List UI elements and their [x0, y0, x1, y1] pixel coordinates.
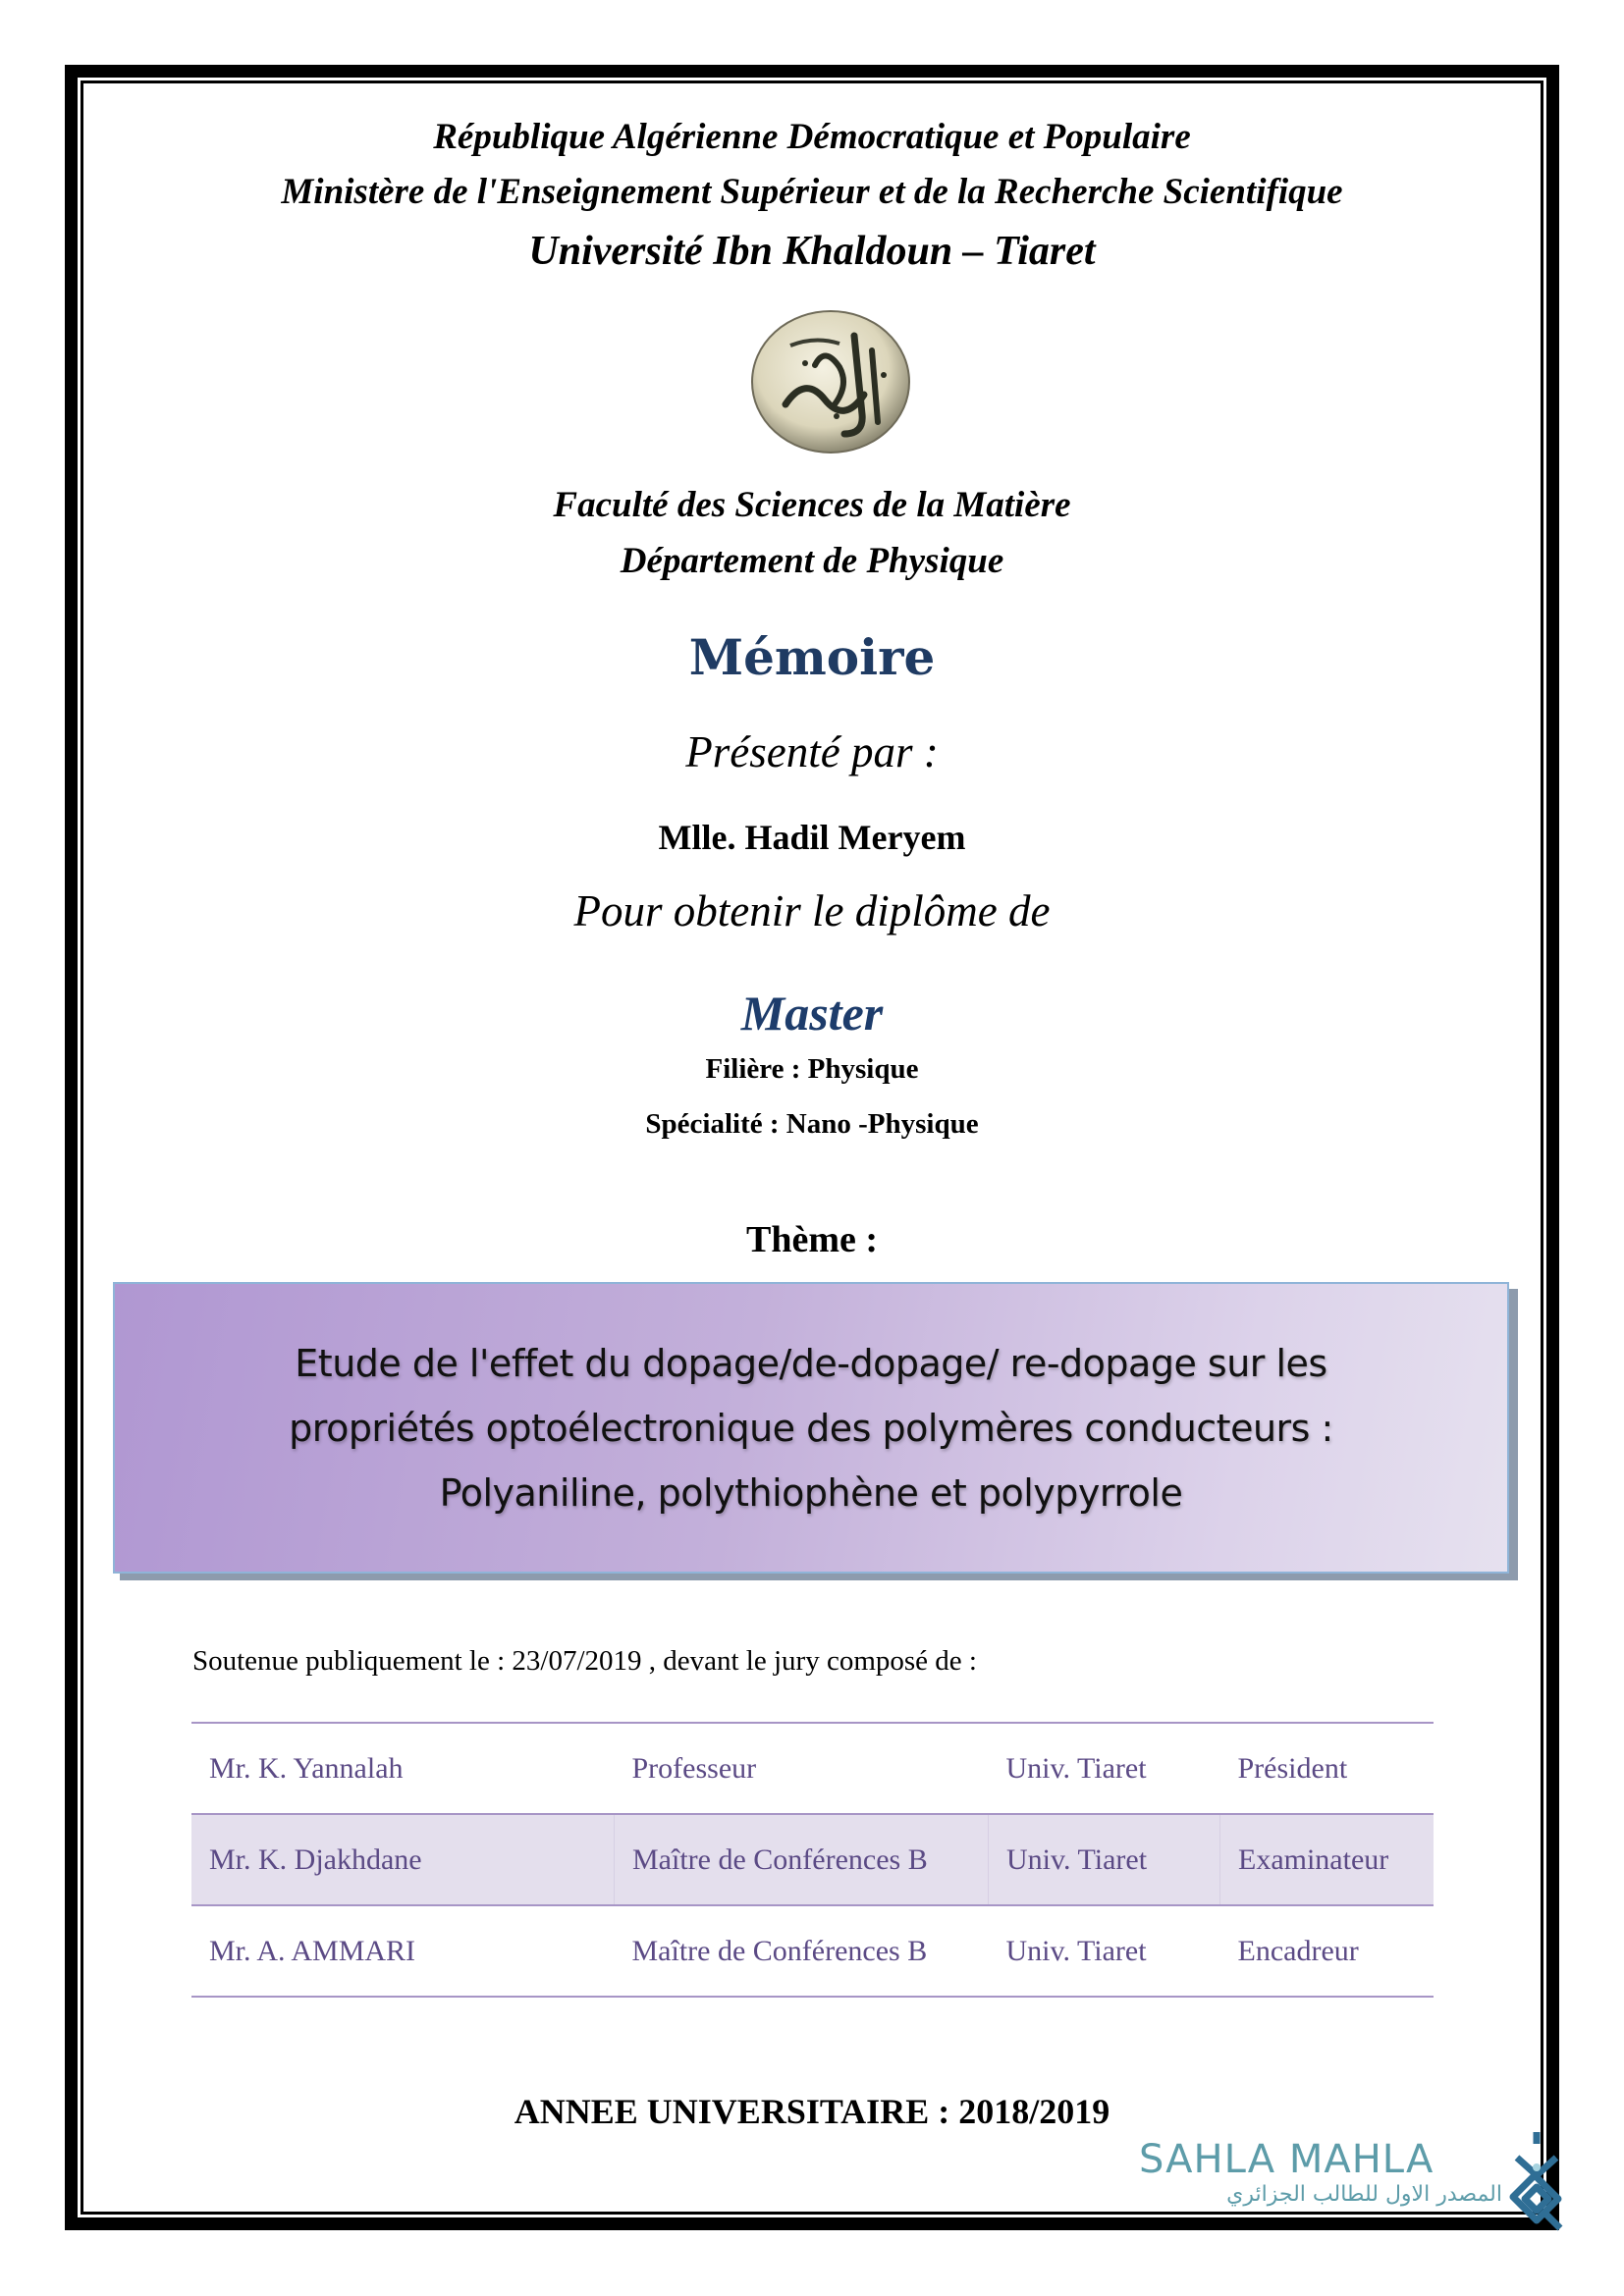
jury-rank: Maître de Conférences B	[615, 1814, 989, 1905]
watermark-title: SAHLA MAHLA	[1139, 2137, 1435, 2182]
jury-name: Mr. K. Yannalah	[209, 1751, 404, 1785]
jury-institution: Univ. Tiaret	[989, 1814, 1220, 1905]
ministry-heading: Ministère de l'Enseignement Supérieur et de la Recherche Scientifique	[281, 172, 1343, 212]
specialite-text: Spécialité : Nano -Physique	[645, 1108, 979, 1140]
jury-rank: Professeur	[631, 1751, 757, 1785]
university-heading: Université Ibn Khaldoun – Tiaret	[528, 229, 1096, 274]
theme-line: propriétés optoélectronique des polymères conducteurs :	[289, 1406, 1333, 1450]
diploma-title: Master	[740, 986, 884, 1041]
filiere-text: Filière : Physique	[705, 1053, 919, 1085]
jury-name: Mr. A. AMMARI	[209, 1934, 416, 1967]
defense-statement: Soutenue publiquement le : 23/07/2019 , devant le jury composé de :	[192, 1645, 977, 1677]
jury-institution: Univ. Tiaret	[1005, 1751, 1147, 1785]
faculty-heading: Faculté des Sciences de la Matière	[553, 485, 1071, 525]
theme-line: Polyaniline, polythiophène et polypyrrole	[439, 1470, 1183, 1515]
table-row	[191, 1814, 1434, 1905]
document-type-title: Mémoire	[688, 628, 936, 686]
academic-year: ANNEE UNIVERSITAIRE : 2018/2019	[514, 2092, 1110, 2131]
jury-role: Encadreur	[1237, 1934, 1359, 1967]
jury-rank: Maître de Conférences B	[631, 1934, 928, 1967]
theme-line: Etude de l'effet du dopage/de-dopage/ re-dopage sur les	[295, 1341, 1327, 1385]
theme-box	[113, 1282, 1509, 1574]
jury-table	[191, 1722, 1434, 1998]
department-heading: Département de Physique	[620, 541, 1004, 581]
jury-name: Mr. K. Djakhdane	[191, 1814, 615, 1905]
theme-label: Thème :	[745, 1219, 879, 1260]
diploma-label: Pour obtenir le diplôme de	[573, 886, 1051, 935]
table-row	[191, 1905, 1434, 1997]
watermark	[1139, 2138, 1502, 2209]
watermark-subtitle: المصدر الاول للطالب الجزائري	[1226, 2182, 1502, 2207]
jury-institution: Univ. Tiaret	[1005, 1934, 1147, 1967]
jury-role: Examinateur	[1220, 1814, 1435, 1905]
jury-role: Président	[1237, 1751, 1348, 1785]
table-row	[191, 1723, 1434, 1814]
sahla-mahla-logo-icon	[1507, 2128, 1566, 2238]
university-emblem-icon	[746, 306, 915, 457]
republic-heading: République Algérienne Démocratique et Populaire	[433, 117, 1191, 157]
author-name: Mlle. Hadil Meryem	[658, 818, 966, 857]
presented-by-label: Présenté par :	[685, 727, 939, 776]
